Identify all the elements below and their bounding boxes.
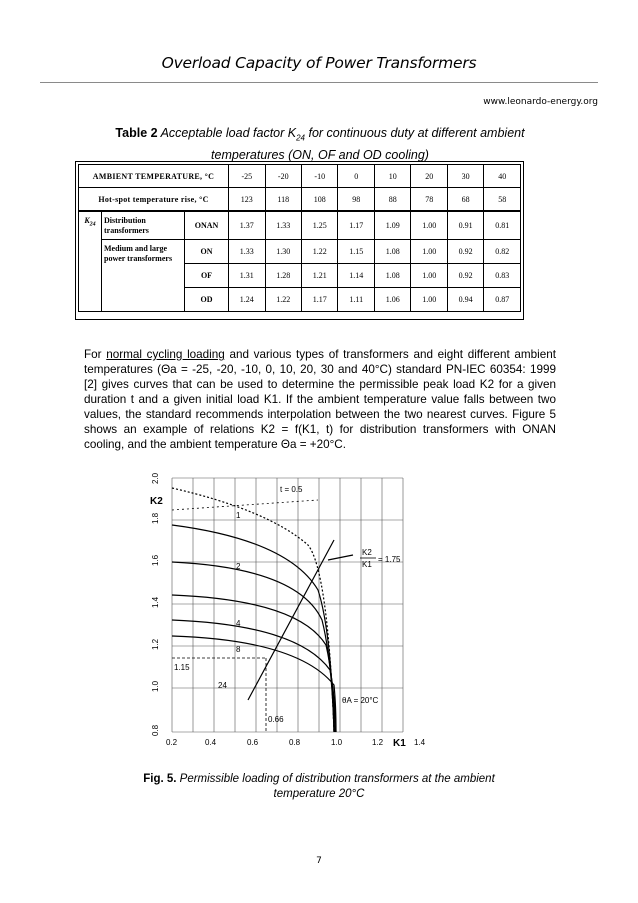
table-caption-label: Table 2 (115, 126, 158, 140)
y-tick-label: 2.0 (151, 472, 160, 484)
figure-grid (172, 478, 403, 732)
table-cell: 1.00 (411, 288, 447, 312)
table-cell: 1.30 (265, 240, 301, 264)
x-tick-label: 0.2 (166, 738, 178, 747)
table-cell: 1.37 (229, 211, 265, 240)
table-cell: 68 (447, 188, 483, 212)
y-axis-label: K2 (150, 496, 163, 507)
table-caption (70, 125, 570, 164)
table-cell: 1.33 (265, 211, 301, 240)
table-cell: 0 (338, 165, 374, 188)
table-cell: 1.22 (302, 240, 338, 264)
cooling-label: OD (185, 288, 229, 312)
y-tick-label: 1.4 (151, 596, 160, 608)
table-cell: 88 (374, 188, 410, 212)
table-cell: 1.22 (265, 288, 301, 312)
table-cell: -20 (265, 165, 301, 188)
figure-caption-line2: temperature 20°C (273, 788, 365, 800)
table-cell: 0.81 (484, 211, 521, 240)
curve-label: 8 (236, 645, 241, 654)
loading-curves-figure (148, 470, 438, 755)
normal-cycling-loading-text: normal cycling loading (106, 348, 225, 361)
table-cell: 10 (374, 165, 410, 188)
header-divider (40, 82, 598, 83)
y-tick-label: 0.8 (151, 724, 160, 736)
curve-t-0.5 (172, 488, 334, 732)
table-cell: 0.94 (447, 288, 483, 312)
table-cell: 40 (484, 165, 521, 188)
table-row-ambient (79, 165, 521, 188)
table-cell: 1.08 (374, 240, 410, 264)
table-cell: 20 (411, 165, 447, 188)
table-caption-text: Acceptable load factor $K_{24}$ for continuous duty at different ambient (157, 126, 525, 143)
theta-label: θA = 20°C (342, 696, 379, 705)
y-tick-label: 1.6 (151, 554, 160, 566)
table-cell: 1.14 (338, 264, 374, 288)
table-cell: 1.31 (229, 264, 265, 288)
table-cell: -10 (302, 165, 338, 188)
table-row-onan (79, 211, 521, 240)
table-cell: 0.92 (447, 240, 483, 264)
table-row-hotspot (79, 188, 521, 212)
table-cell: 1.09 (374, 211, 410, 240)
curve-t-24 (172, 636, 336, 732)
table-cell: 1.15 (338, 240, 374, 264)
y-tick-label: 1.2 (151, 638, 160, 650)
curve-label: t = 0.5 (280, 485, 303, 494)
ratio-arrow (328, 555, 353, 560)
x-tick-label: 0.8 (289, 738, 301, 747)
figure-caption-text: Permissible loading of distribution transformers at the ambient (176, 773, 495, 785)
x-tick-label: 0.6 (247, 738, 259, 747)
table-cell: 1.08 (374, 264, 410, 288)
table-caption-line2: temperatures (ON, OF and OD cooling) (211, 147, 429, 162)
website-url[interactable]: www.leonardo-energy.org (483, 97, 598, 107)
table-cell: 1.17 (302, 288, 338, 312)
ratio-label-num: K2 (362, 548, 372, 557)
curve-label: 24 (218, 681, 227, 690)
table-cell: 78 (411, 188, 447, 212)
ratio-line (248, 540, 334, 700)
ratio-value: = 1.75 (378, 555, 401, 564)
marker-066: 0.66 (268, 715, 284, 724)
table-cell: 1.00 (411, 211, 447, 240)
k24-label: $K_{24}$ (79, 211, 102, 312)
table-cell: 1.28 (265, 264, 301, 288)
table-cell: 108 (302, 188, 338, 212)
distribution-label: Distribution transformers (102, 211, 185, 240)
table-cell: 98 (338, 188, 374, 212)
curve-label: 2 (236, 562, 241, 571)
table-cell: -25 (229, 165, 265, 188)
marker-115: 1.15 (174, 663, 190, 672)
body-paragraph: For normal cycling loading and various types of transformers and eight different ambient temperatures (Θa = -25, -20, -10, 0, 10, 20, 30 and 40°C) standard PN-IEC 60354: 1999 [2] gives curves that can be used to determine the permissible peak load K2 for a given duration t and a given initial load K1. If the ambient temperature value falls between two values, the standard recommends interpolation between the two nearest curves. Figure 5 shows an example of relations K2 = f(K1, t) for distribution transformers with ONAN cooling, and the ambient temperature Θa = +20°C. (84, 348, 556, 451)
figure-caption (95, 772, 543, 802)
table-cell: 123 (229, 188, 265, 212)
figure-caption-label: Fig. 5. (143, 773, 177, 785)
curve-t-4 (172, 595, 335, 732)
hotspot-rise-header: Hot-spot temperature rise, °C (79, 188, 229, 212)
curve-t-1 (172, 525, 334, 732)
large-transformer-label: Medium and large power transformers (102, 240, 185, 312)
table-cell: 1.11 (338, 288, 374, 312)
cooling-label: OF (185, 264, 229, 288)
ratio-label-den: K1 (362, 560, 372, 569)
table-cell: 1.33 (229, 240, 265, 264)
table-cell: 1.00 (411, 240, 447, 264)
curve-label: 4 (236, 619, 241, 628)
table-cell: 0.92 (447, 264, 483, 288)
table-cell: 30 (447, 165, 483, 188)
table-row-on (79, 240, 521, 264)
table-cell: 0.87 (484, 288, 521, 312)
table-cell: 58 (484, 188, 521, 212)
table-cell: 1.21 (302, 264, 338, 288)
table-cell: 118 (265, 188, 301, 212)
table-cell: 1.24 (229, 288, 265, 312)
x-tick-label: 1.2 (372, 738, 384, 747)
curve-t-2 (172, 562, 334, 732)
table-cell: 0.83 (484, 264, 521, 288)
table-cell: 1.17 (338, 211, 374, 240)
x-tick-label: 1.4 (414, 738, 426, 747)
page-number: 7 (316, 856, 322, 866)
table-cell: 0.82 (484, 240, 521, 264)
y-tick-label: 1.0 (151, 680, 160, 692)
cooling-label: ONAN (185, 211, 229, 240)
table-cell: 1.00 (411, 264, 447, 288)
y-tick-label: 1.8 (151, 512, 160, 524)
x-axis-label: K1 (393, 738, 406, 749)
table-cell: 1.06 (374, 288, 410, 312)
document-header-title: Overload Capacity of Power Transformers (161, 54, 477, 72)
load-factor-table (75, 161, 524, 320)
table-cell: 1.25 (302, 211, 338, 240)
x-tick-label: 1.0 (331, 738, 343, 747)
curve-label: 1 (236, 511, 241, 520)
cooling-label: ON (185, 240, 229, 264)
x-tick-label: 0.4 (205, 738, 217, 747)
ambient-temperature-header: AMBIENT TEMPERATURE, °C (79, 165, 229, 188)
table-cell: 0.91 (447, 211, 483, 240)
